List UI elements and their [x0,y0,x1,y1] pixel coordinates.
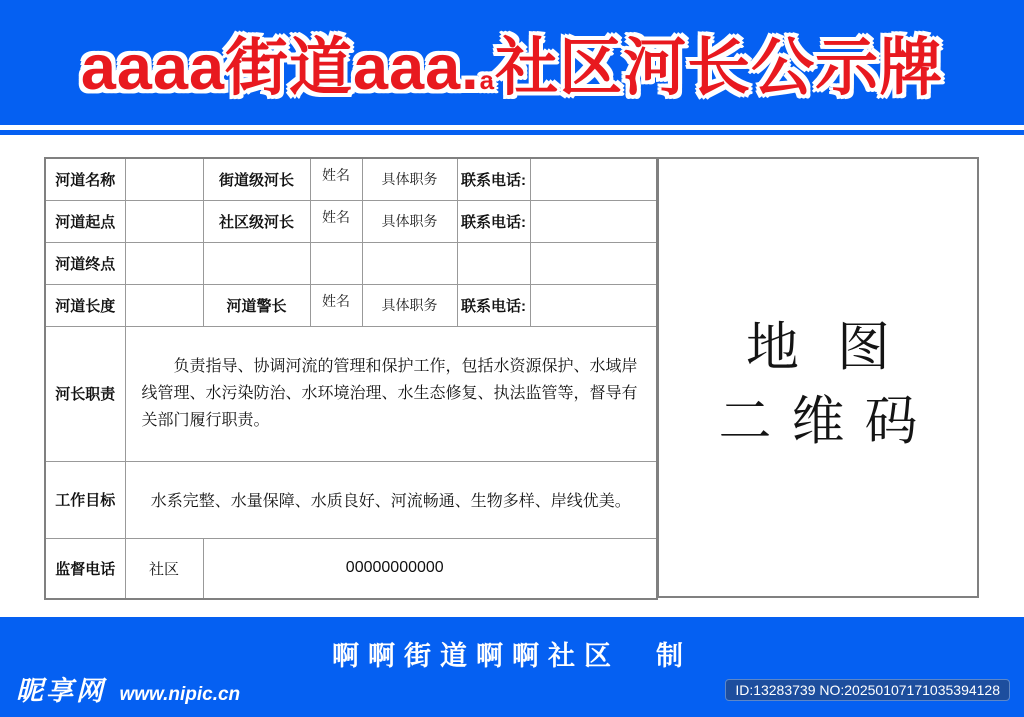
supervision-phone-number: 00000000000 [203,538,657,599]
table-row [45,200,657,242]
empty-cell [530,242,657,284]
name-label: 姓名 [310,200,362,242]
river-police-label: 河道警长 [203,284,310,326]
table-row [45,158,657,200]
river-name-label: 河道名称 [45,158,125,200]
empty-cell [362,242,457,284]
street-chief-label: 街道级河长 [203,158,310,200]
table-row [45,326,657,461]
name-label: 姓名 [310,158,362,200]
work-goal-text: 水系完整、水量保障、水质良好、河流畅通、生物多样、岸线优美。 [125,461,657,538]
supervision-scope: 社区 [125,538,203,599]
maker-text: 啊啊街道啊啊社区 制 [332,641,692,671]
river-length-value [125,284,203,326]
title-part2: 社区河长公示牌 [495,33,944,103]
river-chief-info-table [44,157,658,600]
river-end-value [125,242,203,284]
site-logo: 昵享网 [16,676,106,706]
phone-value [530,284,657,326]
river-end-label: 河道终点 [45,242,125,284]
title-part1: aaaa街道aaa. [80,33,480,103]
supervision-phone-label: 监督电话 [45,538,125,599]
river-start-label: 河道起点 [45,200,125,242]
empty-cell [457,242,530,284]
chief-duty-text: 负责指导、协调河流的管理和保护工作，包括水资源保护、水域岸线管理、水污染防治、水环境治理、水生态修复、执法监管等，督导有关部门履行职责。 [125,326,657,461]
table-row [45,538,657,599]
title-small-a: a [479,65,496,95]
chief-duty-label: 河长职责 [45,326,125,461]
page-title [81,17,943,108]
phone-label: 联系电话: [457,158,530,200]
work-goal-label: 工作目标 [45,461,125,538]
duty-label: 具体职务 [362,158,457,200]
phone-value [530,200,657,242]
map-qrcode-panel [657,157,979,598]
river-name-value [125,158,203,200]
table-row [45,461,657,538]
duty-label: 具体职务 [362,284,457,326]
watermark-site [16,669,240,708]
table-row [45,242,657,284]
header-banner [0,0,1024,125]
table-row [45,284,657,326]
footer-banner [0,617,1024,717]
empty-cell [310,242,362,284]
community-chief-label: 社区级河长 [203,200,310,242]
phone-label: 联系电话: [457,200,530,242]
site-url: www.nipic.cn [119,684,241,705]
map-panel-line1: 地图 [746,318,928,377]
name-label: 姓名 [310,284,362,326]
phone-label: 联系电话: [457,284,530,326]
image-id-badge: ID:13283739 NO:20250107171035394128 [725,679,1010,701]
map-panel-line2: 二维码 [718,392,938,451]
phone-value [530,158,657,200]
empty-cell [203,242,310,284]
river-start-value [125,200,203,242]
river-length-label: 河道长度 [45,284,125,326]
divider-stripe [0,130,1024,135]
duty-label: 具体职务 [362,200,457,242]
